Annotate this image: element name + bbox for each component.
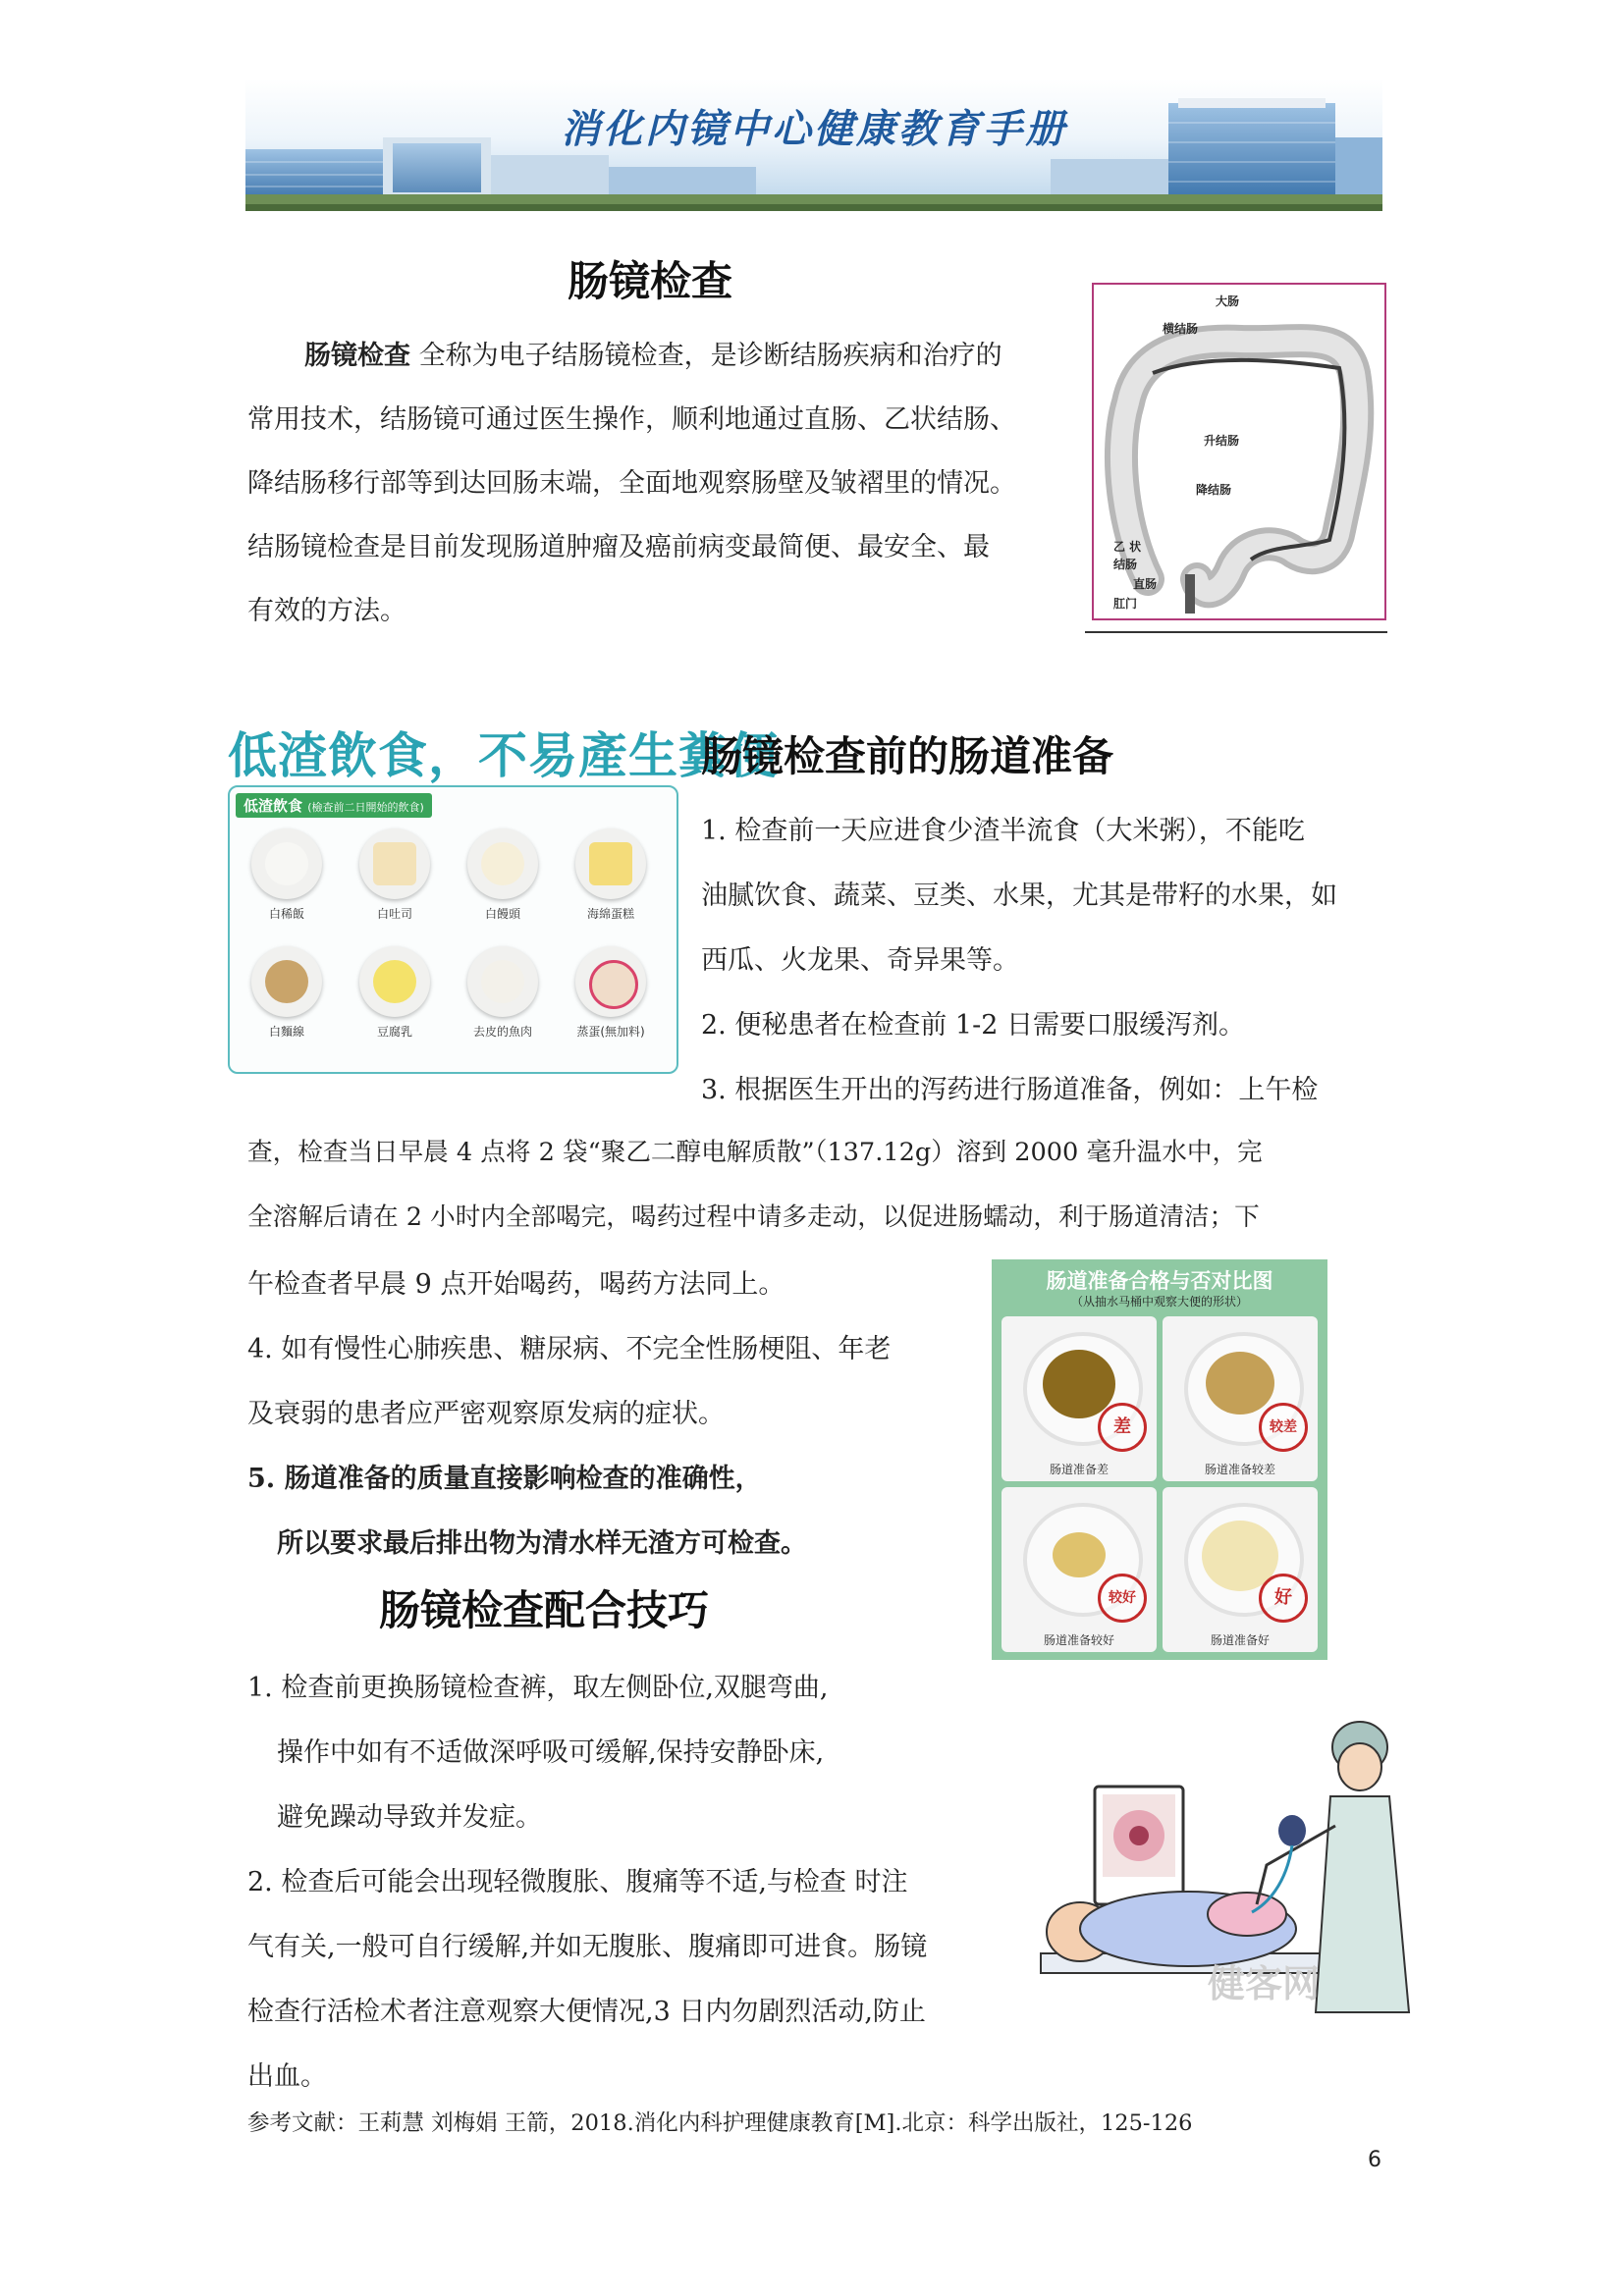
- tips-line-7: 出血。: [247, 2061, 327, 2092]
- food-item: 豆腐乳: [346, 946, 444, 1040]
- food-item: 白稀飯: [238, 828, 336, 922]
- food-item: 白吐司: [346, 828, 444, 922]
- header-banner: [245, 79, 1382, 211]
- section-heading-bowel-prep: 肠镜检查前的肠道准备: [701, 732, 1114, 780]
- divider-line: [1085, 631, 1387, 633]
- low-residue-diet-title: 低渣飲食，不易產生糞便: [228, 727, 779, 784]
- comparison-cell: 差 肠道准备差: [1001, 1316, 1157, 1481]
- comparison-cell: 好 肠道准备好: [1163, 1487, 1318, 1652]
- prep-line-12: 所以要求最后排出物为清水样无渣方可检查。: [277, 1528, 807, 1559]
- comparison-cell: 较差 肠道准备较差: [1163, 1316, 1318, 1481]
- plate-icon: [251, 828, 322, 899]
- plate-icon: [575, 946, 646, 1017]
- low-residue-diet-image: [228, 785, 678, 1074]
- prep-line-7: 全溶解后请在 2 小时内全部喝完，喝药过程中请多走动，以促进肠蠕动，利于肠道清洁；下: [247, 1202, 1260, 1232]
- page-number: 6: [1368, 2148, 1381, 2172]
- label-transverse-colon: 横结肠: [1163, 322, 1199, 336]
- food-item: 白饅頭: [454, 828, 552, 922]
- label-sigmoid-2: 结肠: [1113, 558, 1138, 571]
- plate-icon: [251, 946, 322, 1017]
- plate-icon: [467, 828, 538, 899]
- food-item: 海綿蛋糕: [562, 828, 660, 922]
- food-item: 白麵線: [238, 946, 336, 1040]
- tips-line-1: 1. 检查前更换肠镜检查裤，取左侧卧位,双腿弯曲,: [247, 1673, 829, 1703]
- label-descending-colon: 降结肠: [1196, 483, 1232, 497]
- colon-anatomy-diagram: [1092, 283, 1386, 620]
- section-heading-cooperation-tips: 肠镜检查配合技巧: [379, 1586, 710, 1634]
- label-large-intestine: 大肠: [1216, 294, 1240, 308]
- rating-stamp: 差: [1098, 1403, 1147, 1452]
- rating-stamp: 较差: [1259, 1403, 1308, 1452]
- prep-line-5: 3. 根据医生开出的泻药进行肠道准备，例如：上午检: [701, 1075, 1319, 1105]
- plate-icon: [359, 828, 430, 899]
- plate-icon: [575, 828, 646, 899]
- tips-line-2: 操作中如有不适做深呼吸可缓解,保持安静卧床,: [277, 1737, 825, 1768]
- bowel-prep-comparison-image: [992, 1259, 1327, 1660]
- comparison-title: 肠道准备合格与否对比图: [1046, 1269, 1273, 1293]
- rating-stamp: 好: [1259, 1574, 1308, 1623]
- prep-line-11: 5. 肠道准备的质量直接影响检查的准确性，: [247, 1464, 762, 1494]
- prep-line-2: 油腻饮食、蔬菜、豆类、水果，尤其是带籽的水果，如: [701, 881, 1337, 911]
- food-item: 去皮的魚肉: [454, 946, 552, 1040]
- plate-icon: [359, 946, 430, 1017]
- prep-line-8: 午检查者早晨 9 点开始喝药，喝药方法同上。: [247, 1269, 785, 1300]
- prep-line-6: 查，检查当日早晨 4 点将 2 袋“聚乙二醇电解质散”（137.12g）溶到 2000 毫升温水中，完: [247, 1138, 1263, 1167]
- prep-line-1: 1. 检查前一天应进食少渣半流食（大米粥），不能吃: [701, 816, 1305, 846]
- rating-stamp: 较好: [1098, 1574, 1147, 1623]
- intro-paragraph-line-3: 降结肠移行部等到达回肠末端，全面地观察肠壁及皱褶里的情况。: [247, 468, 1016, 499]
- intro-paragraph-line-5: 有效的方法。: [247, 596, 406, 626]
- prep-line-3: 西瓜、火龙果、奇异果等。: [701, 945, 1019, 976]
- tips-line-6: 检查行活检术者注意观察大便情况,3 日内勿剧烈活动,防止: [247, 1997, 926, 2027]
- section-heading-colonoscopy: 肠镜检查: [568, 257, 733, 305]
- intro-paragraph-line-1: 肠镜检查 全称为电子结肠镜检查，是诊断结肠疾病和治疗的: [304, 341, 1002, 371]
- colonoscopy-illustration: [1021, 1708, 1414, 2022]
- plate-icon: [467, 946, 538, 1017]
- prep-line-10: 及衰弱的患者应严密观察原发病的症状。: [247, 1399, 725, 1429]
- tips-line-4: 2. 检查后可能会出现轻微腹胀、腹痛等不适,与检查 时注: [247, 1867, 908, 1897]
- diet-tag: 低渣飲食 (檢查前二日開始的飲食): [236, 793, 432, 818]
- prep-line-9: 4. 如有慢性心肺疾患、糖尿病、不完全性肠梗阻、年老: [247, 1334, 892, 1364]
- label-anus: 肛门: [1113, 597, 1138, 611]
- intro-paragraph-line-4: 结肠镜检查是目前发现肠道肿瘤及癌前病变最简便、最安全、最: [247, 532, 990, 562]
- large-intestine-illustration: [1094, 285, 1384, 618]
- lead-term: 肠镜检查: [304, 341, 410, 371]
- handbook-title: 消化内镜中心健康教育手册: [561, 106, 1067, 152]
- intro-paragraph-line-2: 常用技术，结肠镜可通过医生操作，顺利地通过直肠、乙状结肠、: [247, 404, 1016, 435]
- label-rectum: 直肠: [1133, 577, 1158, 591]
- food-item: 蒸蛋(無加料): [562, 946, 660, 1040]
- comparison-cell: 较好 肠道准备较好: [1001, 1487, 1157, 1652]
- tips-line-5: 气有关,一般可自行缓解,并如无腹胀、腹痛即可进食。肠镜: [247, 1932, 928, 1962]
- prep-line-4: 2. 便秘患者在检查前 1-2 日需要口服缓泻剂。: [701, 1010, 1245, 1041]
- tips-line-3: 避免躁动导致并发症。: [277, 1802, 542, 1833]
- reference-citation: 参考文献：王莉慧 刘梅娟 王箭，2018.消化内科护理健康教育[M].北京：科学出版社，125-126: [247, 2110, 1193, 2136]
- label-sigmoid-1: 乙 状: [1113, 540, 1142, 554]
- comparison-subtitle: （从抽水马桶中观察大便的形状）: [1070, 1295, 1248, 1308]
- watermark: 健客网: [1208, 1962, 1321, 2005]
- label-ascending-colon: 升结肠: [1204, 434, 1240, 448]
